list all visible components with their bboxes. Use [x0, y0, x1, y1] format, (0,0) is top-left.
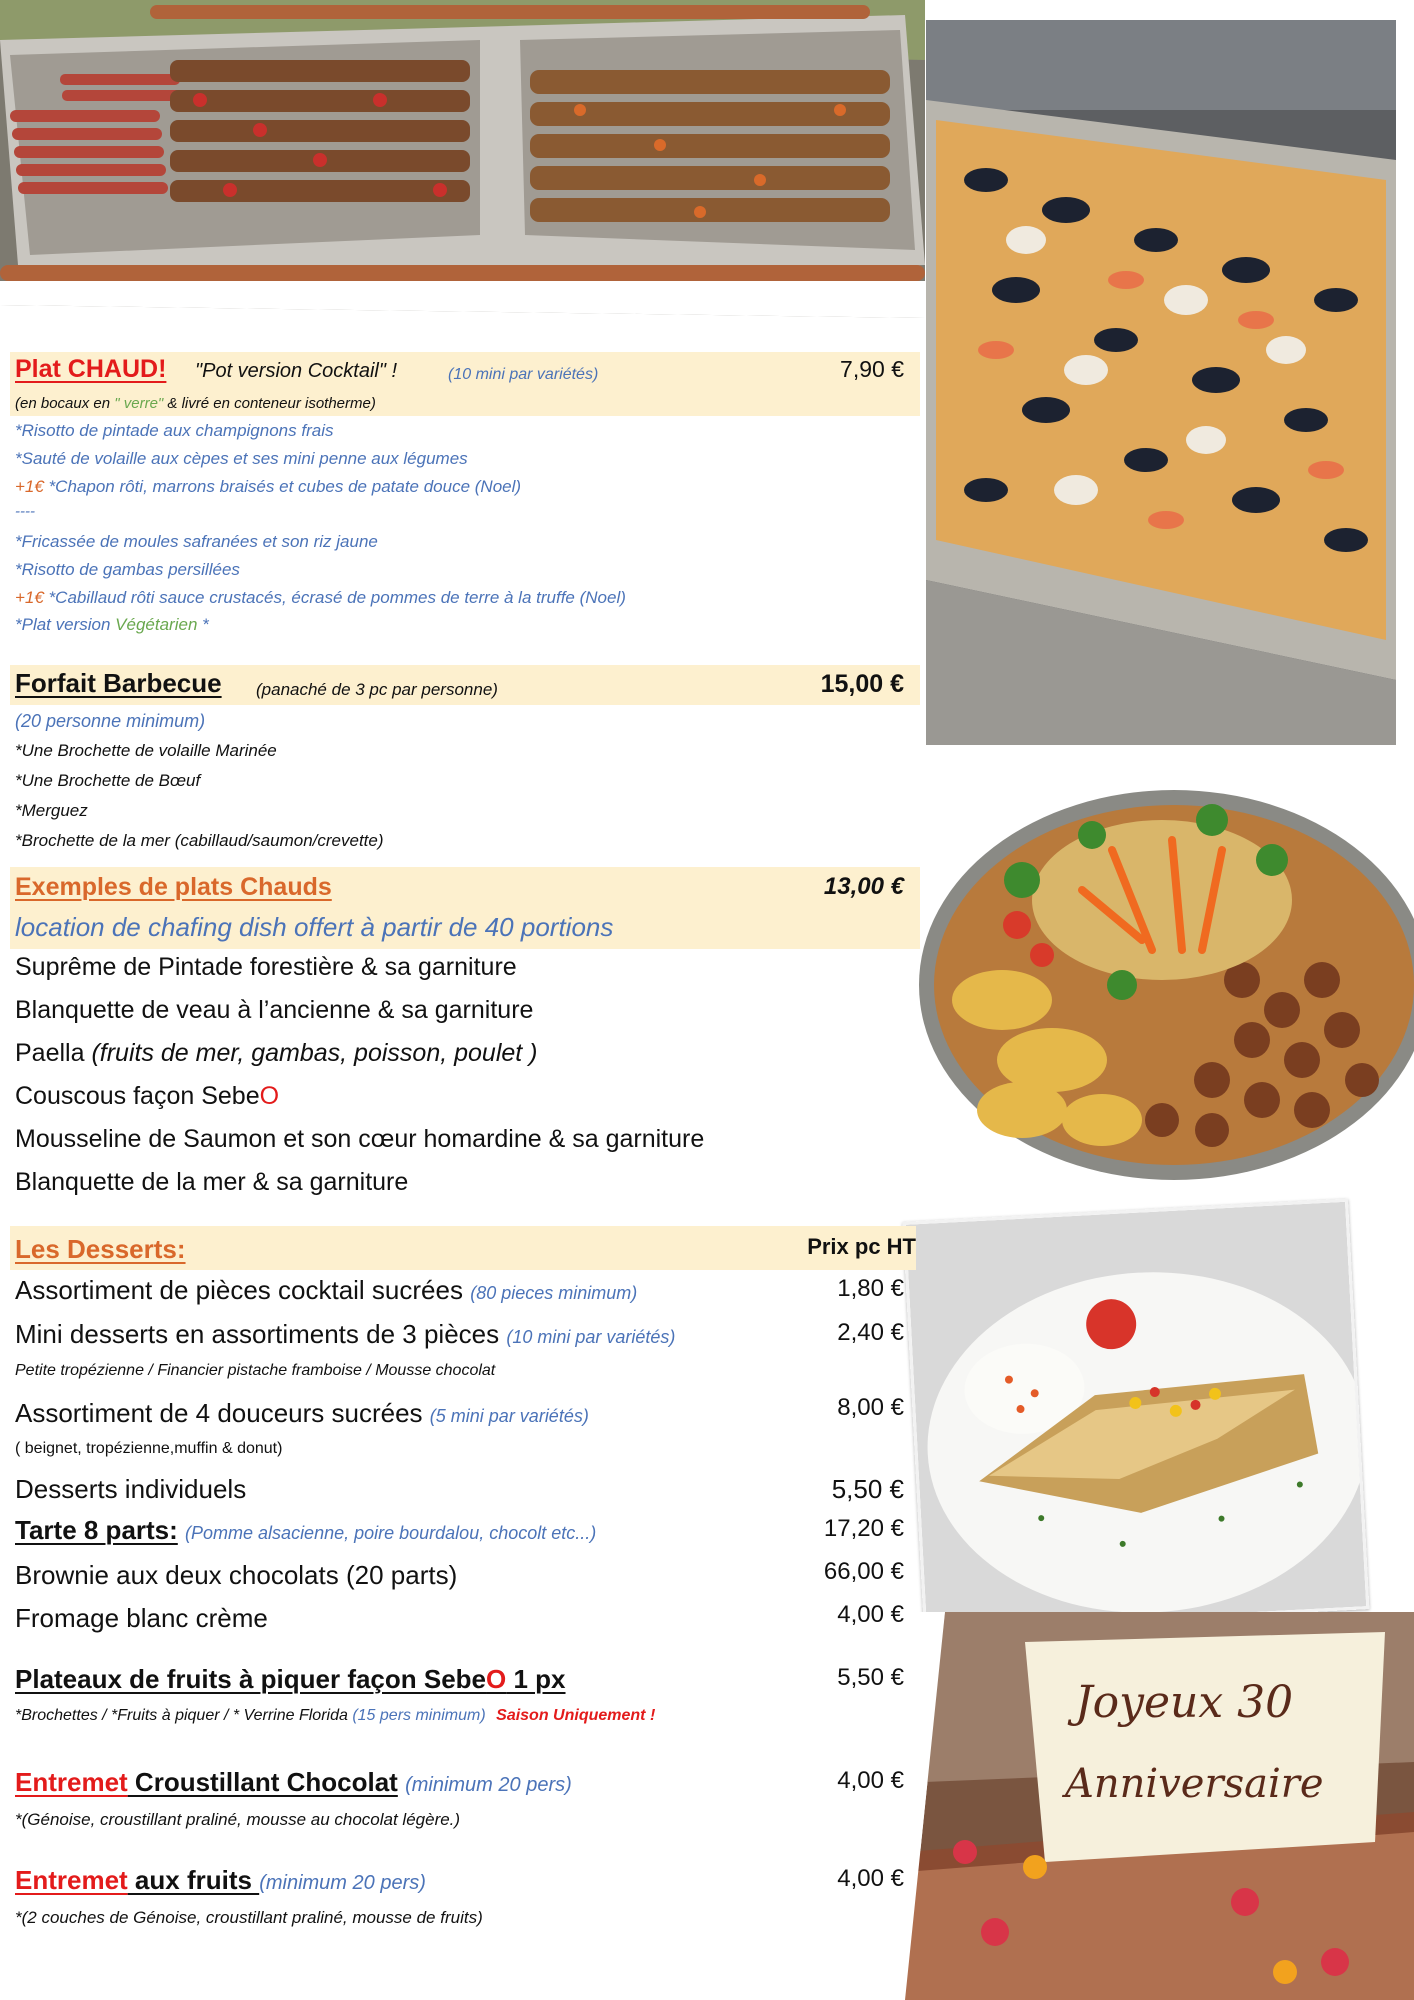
entremet-1-title: [15, 1767, 572, 1798]
chafing-dish-note: location de chafing dish offert à partir de 40 portions: [15, 912, 614, 942]
paella-name: Paella: [15, 1039, 92, 1067]
plat-chaud-container: [15, 395, 376, 412]
plat-chaud-example-1: Suprême de Pintade forestière & sa garniture: [15, 953, 517, 981]
veg-prefix: *Plat version: [15, 615, 116, 634]
dessert-price-4: 5,50 €: [831, 1474, 904, 1504]
fish-fillet-plate-photo: [903, 1199, 1370, 1633]
dessert-row-2: [15, 1319, 675, 1350]
fruits-title-prefix: Plateaux de fruits à piquer façon Sebe: [15, 1664, 487, 1694]
fruits-title: [15, 1664, 566, 1695]
desserts-title: Les Desserts:: [15, 1234, 186, 1264]
plat-chaud-item-3: *Fricassée de moules safranées et son riz jaune: [15, 532, 378, 551]
plat-chaud-vegetarian: [15, 615, 209, 635]
veg-suffix: *: [197, 615, 209, 634]
plat-chaud-example-2: Blanquette de veau à l’ancienne & sa garniture: [15, 996, 534, 1024]
entremet-2-black: aux fruits: [127, 1865, 260, 1895]
paella-detail: (fruits de mer, gambas, poisson, poulet ): [91, 1039, 538, 1067]
plat-chaud-example-paella: [15, 1039, 538, 1068]
anniversary-cake-photo: [905, 1612, 1414, 2000]
dessert-label: Tarte 8 parts:: [15, 1515, 178, 1545]
noel-surcharge-2: +1€: [15, 588, 44, 607]
barbecue-item-4: *Brochette de la mer (cabillaud/saumon/crevette): [15, 831, 384, 850]
barbecue-note: (panaché de 3 pc par personne): [256, 680, 498, 699]
fruits-detail-text: *Brochettes / *Fruits à piquer / * Verrine Florida: [15, 1707, 353, 1724]
plat-chaud-noel-item-1: [15, 477, 521, 497]
dessert-price-7: 4,00 €: [837, 1601, 904, 1628]
couscous-o: O: [259, 1082, 280, 1110]
entremet-2-red: Entremet: [15, 1865, 128, 1895]
fruits-detail: [15, 1707, 655, 1725]
container-glass: " verre": [114, 395, 164, 412]
barbecue-minimum: (20 personne minimum): [15, 711, 206, 731]
entremet-2-detail: *(2 couches de Génoise, croustillant praliné, mousse de fruits): [15, 1908, 483, 1927]
dessert-label: Brownie aux deux chocolats (20 parts): [15, 1560, 458, 1590]
entremet-1-black: Croustillant Chocolat: [127, 1767, 398, 1797]
plat-chaud-price: 7,90 €: [840, 356, 904, 382]
plat-chaud-example-5: Mousseline de Saumon et son cœur homardine & sa garniture: [15, 1125, 705, 1153]
noel-surcharge-1: +1€: [15, 477, 44, 496]
dessert-price-5: 17,20 €: [823, 1515, 904, 1542]
dessert-row-4: [15, 1474, 246, 1505]
couscous-platter-photo: [912, 780, 1414, 1190]
dessert-label: Assortiment de pièces cocktail sucrées: [15, 1275, 463, 1305]
plat-chaud-item-2: *Sauté de volaille aux cèpes et ses mini penne aux légumes: [15, 449, 468, 468]
dessert-label: Fromage blanc crème: [15, 1603, 268, 1633]
dessert-detail-2: Petite tropézienne / Financier pistache framboise / Mousse chocolat: [15, 1362, 496, 1379]
dessert-row-1: [15, 1275, 637, 1306]
plat-chaud-note: (10 mini par variétés): [448, 366, 599, 383]
plat-chaud-title: Plat CHAUD!: [15, 355, 167, 383]
desserts-price-header: Prix pc HT: [807, 1234, 916, 1259]
dessert-row-3: [15, 1398, 589, 1429]
barbecue-item-2: *Une Brochette de Bœuf: [15, 771, 201, 790]
container-prefix: (en bocaux en: [15, 395, 115, 412]
cake-text-anniversaire: Anniversaire: [1065, 1761, 1324, 1807]
plat-chaud-example-6: Blanquette de la mer & sa garniture: [15, 1168, 409, 1196]
plat-chaud-noel-item-2: [15, 588, 626, 608]
cake-text-joyeux: Joyeux 30: [1075, 1677, 1294, 1728]
entremet-1-note: (minimum 20 pers): [405, 1774, 572, 1796]
plat-chaud-item-1: *Risotto de pintade aux champignons frais: [15, 421, 334, 440]
plat-chaud-separator: ----: [15, 503, 35, 520]
dessert-price-3: 8,00 €: [837, 1394, 904, 1421]
veg-word: Végétarien: [115, 615, 198, 634]
fruits-season: Saison Uniquement !: [496, 1707, 656, 1724]
plat-chaud-item-4: *Risotto de gambas persillées: [15, 560, 240, 579]
entremet-1-detail: *(Génoise, croustillant praliné, mousse au chocolat légère.): [15, 1810, 461, 1829]
plats-chauds-title: Exemples de plats Chauds: [15, 873, 332, 901]
seafood-paella-tray-photo: [926, 20, 1396, 745]
noel-text-1: *Chapon rôti, marrons braisés et cubes de patate douce (Noel): [43, 477, 522, 496]
container-suffix: & livré en conteneur isotherme): [163, 395, 376, 412]
dessert-row-5: [15, 1515, 596, 1546]
dessert-note: (80 pieces minimum): [470, 1283, 638, 1303]
couscous-prefix: Couscous façon Sebe: [15, 1082, 260, 1110]
dessert-label: Mini desserts en assortiments de 3 pièces: [15, 1319, 500, 1349]
plat-chaud-subtitle: "Pot version Cocktail" !: [195, 360, 398, 382]
entremet-1-price: 4,00 €: [837, 1767, 904, 1794]
dessert-label: Assortiment de 4 douceurs sucrées: [15, 1398, 423, 1428]
barbecue-price: 15,00 €: [820, 670, 904, 698]
barbecue-title: Forfait Barbecue: [15, 668, 222, 698]
entremet-2-note: (minimum 20 pers): [259, 1872, 426, 1894]
dessert-note: (Pomme alsacienne, poire bourdalou, chocolt etc...): [185, 1523, 597, 1543]
dessert-note: (5 mini par variétés): [429, 1406, 589, 1426]
fruits-title-o: O: [486, 1664, 507, 1694]
entremet-1-red: Entremet: [15, 1767, 128, 1797]
fruits-price: 5,50 €: [837, 1664, 904, 1691]
plat-chaud-example-couscous: [15, 1082, 279, 1111]
dessert-detail-3: ( beignet, tropézienne,muffin & donut): [15, 1440, 283, 1457]
dessert-price-1: 1,80 €: [837, 1275, 904, 1302]
dessert-row-6: [15, 1560, 457, 1591]
dessert-label: Desserts individuels: [15, 1474, 247, 1504]
plats-chauds-price: 13,00 €: [823, 873, 904, 900]
fruits-minimum: (15 pers minimum): [352, 1707, 486, 1724]
dessert-note: (10 mini par variétés): [506, 1327, 676, 1347]
entremet-2-price: 4,00 €: [837, 1865, 904, 1892]
dessert-price-2: 2,40 €: [837, 1319, 904, 1346]
noel-text-2: *Cabillaud rôti sauce crustacés, écrasé de pommes de terre à la truffe (Noel): [43, 588, 626, 607]
barbecue-item-3: *Merguez: [15, 801, 88, 820]
entremet-2-title: [15, 1865, 426, 1896]
fruits-title-suffix: 1 px: [506, 1664, 566, 1694]
dessert-price-6: 66,00 €: [823, 1558, 904, 1585]
barbecue-item-1: *Une Brochette de volaille Marinée: [15, 741, 277, 760]
barbecue-grill-photo: [0, 0, 925, 330]
dessert-row-7: [15, 1603, 268, 1634]
